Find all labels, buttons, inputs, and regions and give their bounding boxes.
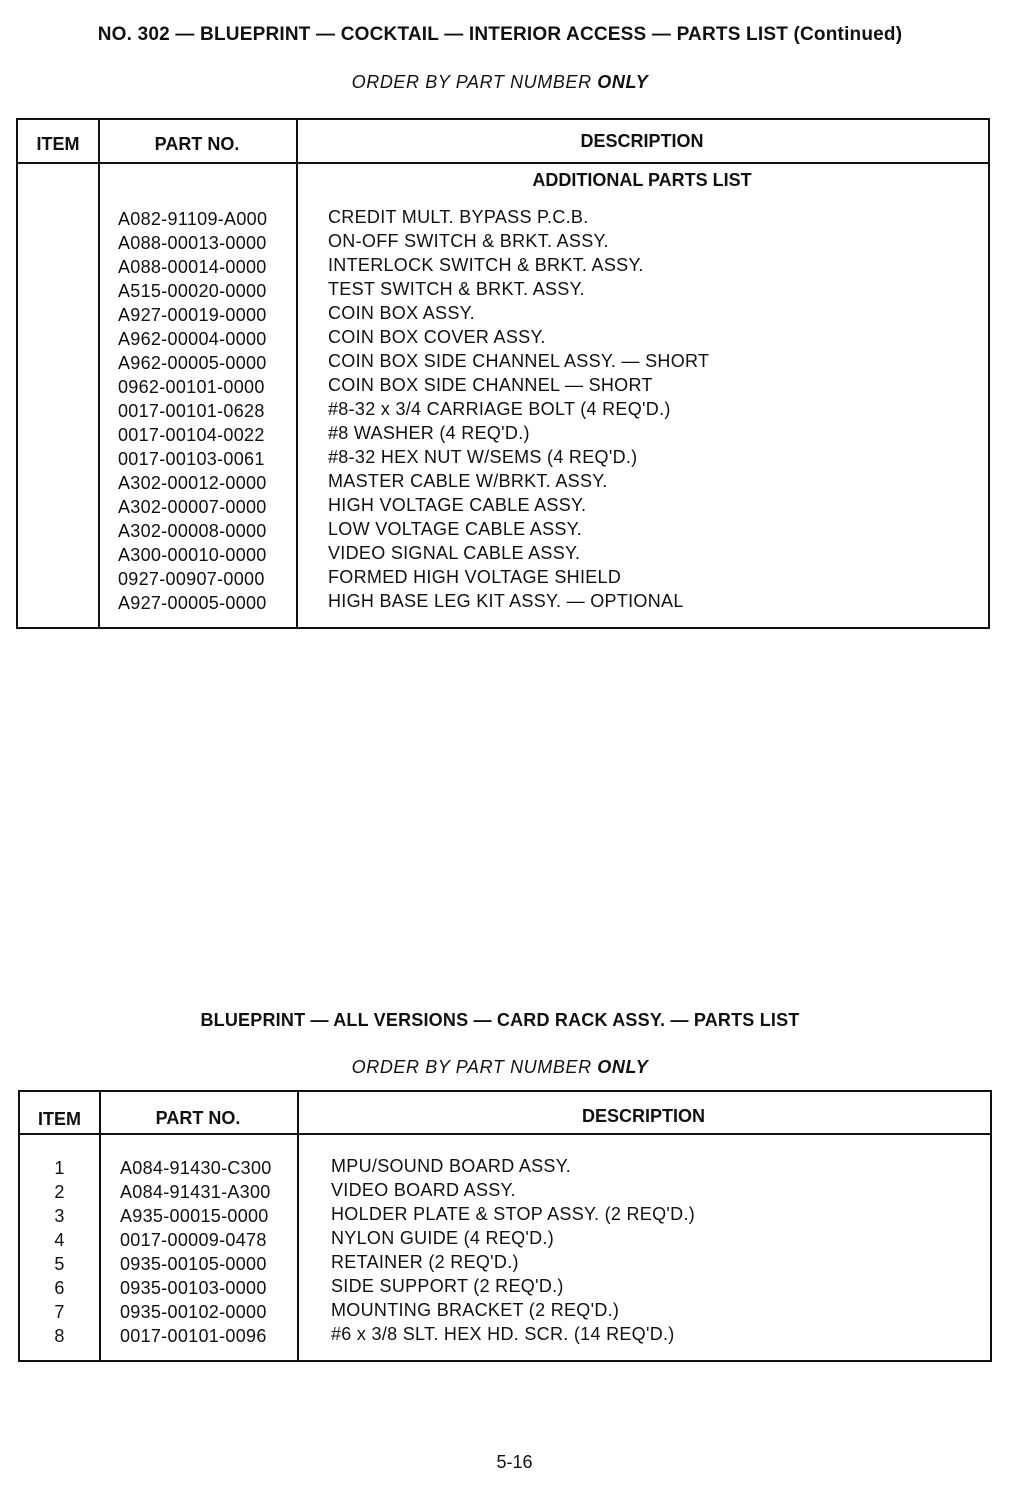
section2-order-note: [0, 1057, 1000, 1078]
order-note-emphasis: ONLY: [597, 1057, 649, 1077]
part-description: FORMED HIGH VOLTAGE SHIELD: [328, 567, 622, 587]
part-number-column: [120, 1156, 272, 1348]
additional-parts-subheading: ADDITIONAL PARTS LIST: [532, 170, 752, 190]
description-column: [331, 1154, 695, 1346]
part-description: HIGH BASE LEG KIT ASSY. — OPTIONAL: [328, 591, 684, 611]
item-number: 5: [54, 1254, 65, 1274]
item-column: [20, 1156, 99, 1348]
part-number: A084-91430-C300: [120, 1158, 272, 1178]
part-description: COIN BOX SIDE CHANNEL ASSY. — SHORT: [328, 351, 710, 371]
item-number: 6: [54, 1278, 65, 1298]
part-description: LOW VOLTAGE CABLE ASSY.: [328, 519, 582, 539]
order-note-emphasis: ONLY: [597, 72, 649, 92]
part-description: MASTER CABLE W/BRKT. ASSY.: [328, 471, 608, 491]
part-number: A302-00008-0000: [118, 521, 267, 541]
header-item: ITEM: [36, 134, 80, 154]
section2-title: BLUEPRINT — ALL VERSIONS — CARD RACK ASSY. — PARTS LIST: [200, 1010, 800, 1030]
part-number: A962-00005-0000: [118, 353, 267, 373]
item-number: 8: [54, 1326, 65, 1346]
part-number: A927-00005-0000: [118, 593, 267, 613]
item-number: 1: [54, 1158, 65, 1178]
part-number: 0017-00104-0022: [118, 425, 265, 445]
part-number: A515-00020-0000: [118, 281, 267, 301]
part-description: VIDEO SIGNAL CABLE ASSY.: [328, 543, 581, 563]
part-number: 0017-00101-0628: [118, 401, 265, 421]
part-description: COIN BOX SIDE CHANNEL — SHORT: [328, 375, 653, 395]
part-description: MOUNTING BRACKET (2 REQ'D.): [331, 1300, 620, 1320]
part-description: HIGH VOLTAGE CABLE ASSY.: [328, 495, 587, 515]
part-number: A927-00019-0000: [118, 305, 267, 325]
part-number: 0017-00101-0096: [120, 1326, 267, 1346]
part-number: A935-00015-0000: [120, 1206, 269, 1226]
header-part-no: PART NO.: [154, 134, 240, 154]
part-description: HOLDER PLATE & STOP ASSY. (2 REQ'D.): [331, 1204, 696, 1224]
part-description: COIN BOX COVER ASSY.: [328, 327, 546, 347]
item-number: 4: [54, 1230, 65, 1250]
part-number: A302-00007-0000: [118, 497, 267, 517]
part-description: #8-32 HEX NUT W/SEMS (4 REQ'D.): [328, 447, 638, 467]
part-number: 0017-00103-0061: [118, 449, 265, 469]
part-number: 0927-00907-0000: [118, 569, 265, 589]
description-column: [328, 205, 709, 613]
part-description: #6 x 3/8 SLT. HEX HD. SCR. (14 REQ'D.): [331, 1324, 675, 1344]
page-number: 5-16: [496, 1452, 533, 1472]
part-number: 0935-00103-0000: [120, 1278, 267, 1298]
part-number: A088-00014-0000: [118, 257, 267, 277]
part-number: A300-00010-0000: [118, 545, 267, 565]
item-number: 3: [54, 1206, 65, 1226]
part-description: NYLON GUIDE (4 REQ'D.): [331, 1228, 555, 1248]
header-item: ITEM: [38, 1109, 81, 1129]
part-description: MPU/SOUND BOARD ASSY.: [331, 1156, 572, 1176]
part-number: A084-91431-A300: [120, 1182, 271, 1202]
part-description: TEST SWITCH & BRKT. ASSY.: [328, 279, 585, 299]
part-number: A302-00012-0000: [118, 473, 267, 493]
parts-table-2: [18, 1090, 992, 1362]
part-number: A082-91109-A000: [118, 209, 268, 229]
part-description: INTERLOCK SWITCH & BRKT. ASSY.: [328, 255, 644, 275]
part-number: 0017-00009-0478: [120, 1230, 267, 1250]
part-number: 0935-00105-0000: [120, 1254, 267, 1274]
part-description: SIDE SUPPORT (2 REQ'D.): [331, 1276, 564, 1296]
part-number: 0962-00101-0000: [118, 377, 265, 397]
part-description: RETAINER (2 REQ'D.): [331, 1252, 519, 1272]
section1-title: NO. 302 — BLUEPRINT — COCKTAIL — INTERIOR ACCESS — PARTS LIST (Continued): [97, 24, 903, 45]
item-number: 2: [54, 1182, 65, 1202]
section1-order-note: [0, 72, 1000, 93]
part-number: A088-00013-0000: [118, 233, 267, 253]
order-note-text: ORDER BY PART NUMBER: [351, 72, 592, 92]
order-note-text: ORDER BY PART NUMBER: [351, 1057, 592, 1077]
header-part-no: PART NO.: [155, 1108, 241, 1128]
part-description: ON-OFF SWITCH & BRKT. ASSY.: [328, 231, 609, 251]
part-number: A962-00004-0000: [118, 329, 267, 349]
part-number: 0935-00102-0000: [120, 1302, 267, 1322]
part-description: CREDIT MULT. BYPASS P.C.B.: [328, 207, 589, 227]
part-description: #8 WASHER (4 REQ'D.): [328, 423, 530, 443]
header-description: DESCRIPTION: [580, 131, 704, 151]
header-description: DESCRIPTION: [581, 1106, 705, 1126]
part-description: VIDEO BOARD ASSY.: [331, 1180, 516, 1200]
part-description: #8-32 x 3/4 CARRIAGE BOLT (4 REQ'D.): [328, 399, 671, 419]
item-number: 7: [54, 1302, 65, 1322]
part-description: COIN BOX ASSY.: [328, 303, 475, 323]
parts-table-1: [16, 118, 990, 629]
part-number-column: [118, 207, 267, 615]
